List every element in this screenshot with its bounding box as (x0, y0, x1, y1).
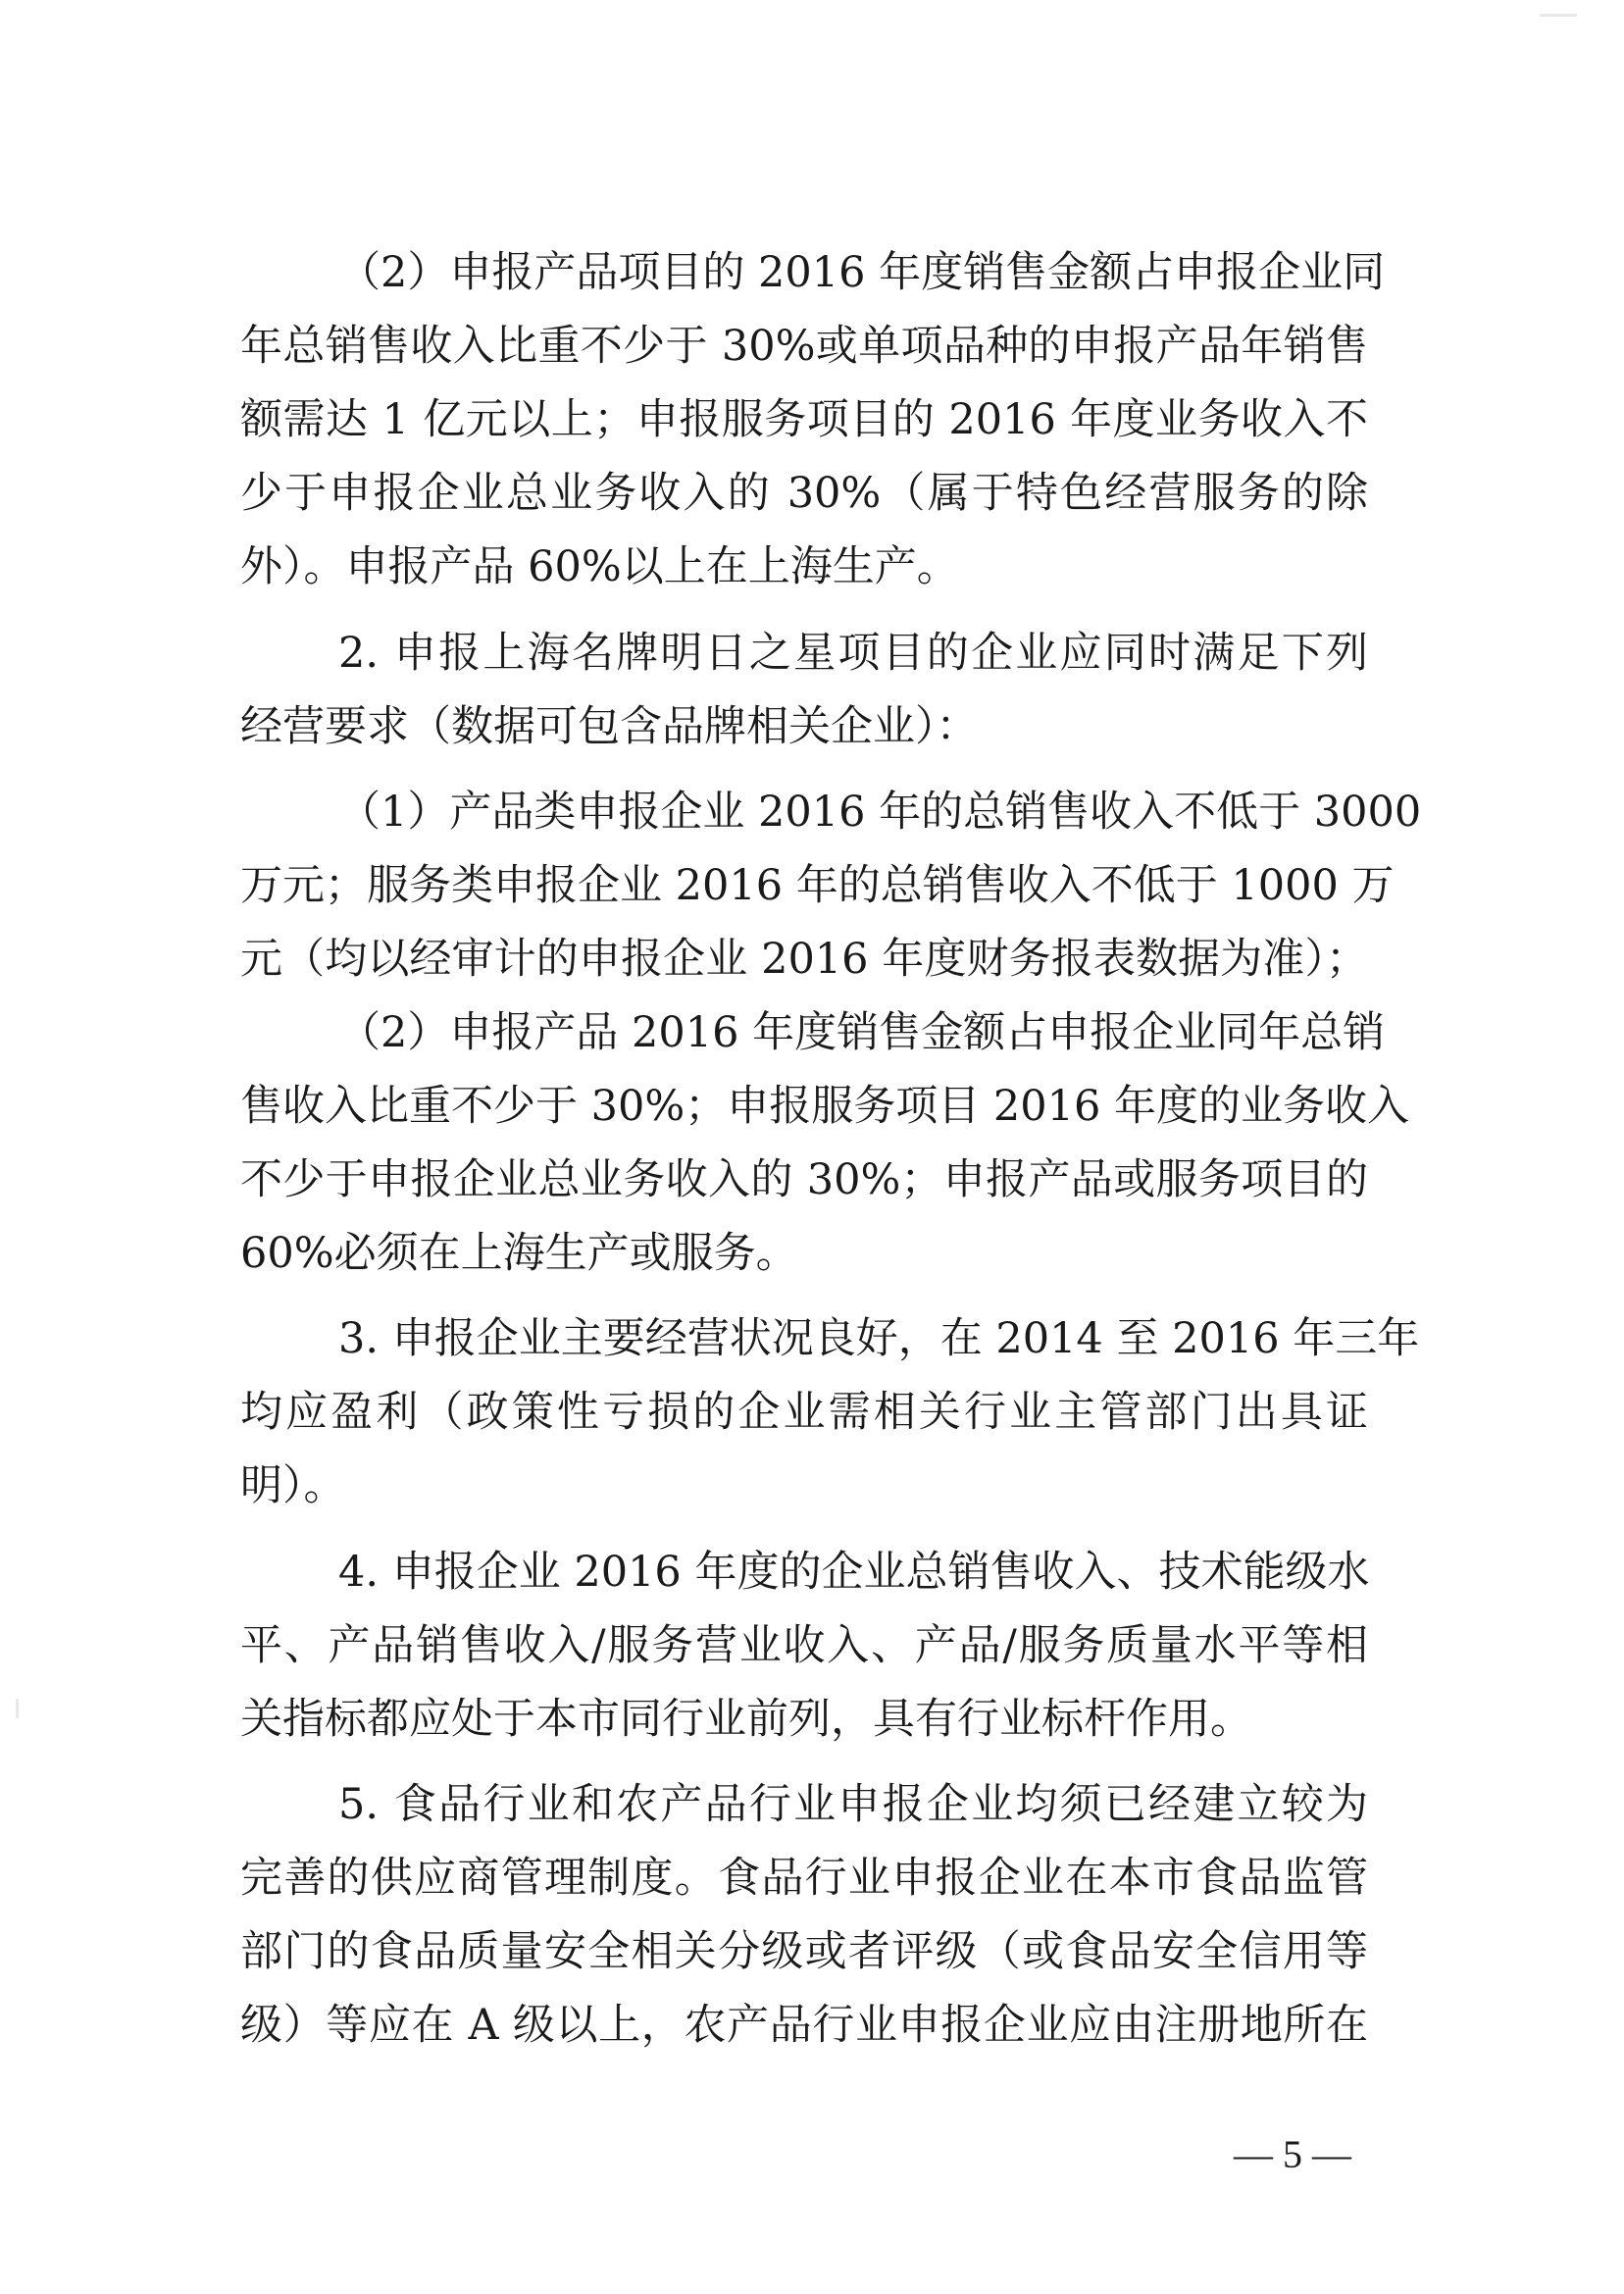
text-line: 明）。 (240, 1461, 346, 1510)
text-line: 售收入比重不少于 30%；申报服务项目 2016 年度的业务收入 (240, 1082, 1410, 1131)
text-line: 不少于申报企业总业务收入的 30%；申报产品或服务项目的 (240, 1155, 1368, 1204)
text-line: 完善的供应商管理制度。食品行业申报企业在本市食品监管 (240, 1854, 1368, 1903)
text-line: 元（均以经审计的申报企业 2016 年度财务报表数据为准）； (240, 935, 1368, 984)
text-line: 4. 申报企业 2016 年度的企业总销售收入、技术能级水 (338, 1548, 1370, 1597)
text-line: （1）产品类申报企业 2016 年的总销售收入不低于 3000 (338, 788, 1422, 837)
text-line: 3. 申报企业主要经营状况良好，在 2014 至 2016 年三年 (338, 1314, 1420, 1363)
text-line: 额需达 1 亿元以上；申报服务项目的 2016 年度业务收入不 (240, 395, 1368, 444)
text-line: 平、产品销售收入/服务营业收入、产品/服务质量水平等相 (240, 1621, 1368, 1670)
text-line: 关指标都应处于本市同行业前列，具有行业标杆作用。 (240, 1695, 1252, 1744)
text-line: 2. 申报上海名牌明日之星项目的企业应同时满足下列 (338, 629, 1368, 678)
text-line: 经营要求（数据可包含品牌相关企业）： (240, 702, 979, 751)
text-line: 5. 食品行业和农产品行业申报企业均须已经建立较为 (338, 1780, 1368, 1829)
scan-artifact (16, 1699, 19, 1718)
text-line: （2）申报产品项目的 2016 年度销售金额占申报企业同 (338, 248, 1386, 297)
text-line: （2）申报产品 2016 年度销售金额占申报企业同年总销 (338, 1008, 1386, 1057)
text-line: 少于申报企业总业务收入的 30%（属于特色经营服务的除 (240, 469, 1368, 518)
text-line: 60%必须在上海生产或服务。 (240, 1229, 798, 1278)
text-line: 外）。申报产品 60%以上在上海生产。 (240, 542, 959, 591)
text-line: 年总销售收入比重不少于 30%或单项品种的申报产品年销售 (240, 322, 1368, 371)
scan-artifact (1540, 14, 1577, 17)
page-number: — 5 — (1234, 2132, 1351, 2176)
text-line: 均应盈利（政策性亏损的企业需相关行业主管部门出具证 (240, 1388, 1368, 1437)
text-line: 万元；服务类申报企业 2016 年的总销售收入不低于 1000 万 (240, 861, 1395, 910)
text-line: 级）等应在 A 级以上，农产品行业申报企业应由注册地所在 (240, 2001, 1368, 2050)
text-line: 部门的食品质量安全相关分级或者评级（或食品安全信用等 (240, 1927, 1368, 1976)
